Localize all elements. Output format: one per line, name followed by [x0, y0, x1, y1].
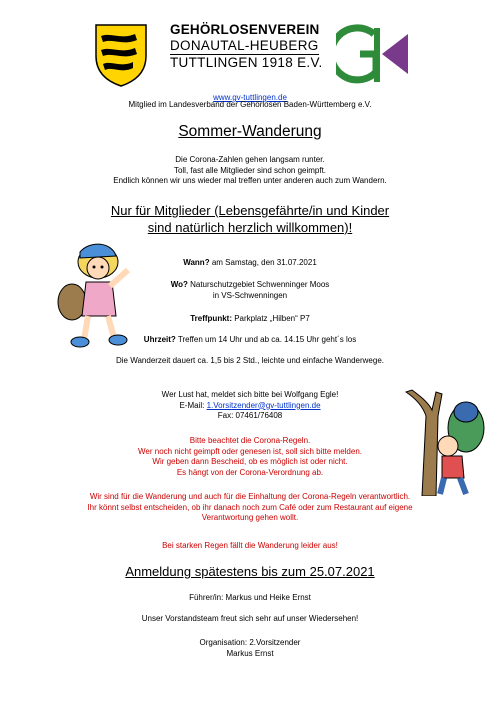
meeting-point-label: Treffpunkt: [190, 314, 232, 323]
registration-deadline: Anmeldung spätestens bis zum 25.07.2021 [125, 564, 375, 579]
where-label: Wo? [170, 280, 188, 289]
time-value: Treffen um 14 Uhr und ab ca. 14.15 Uhr geht´s los [175, 335, 357, 344]
duration-line: Die Wanderzeit dauert ca. 1,5 bis 2 Std., leichte und einfache Wanderwege. [115, 356, 384, 365]
time-label: Uhrzeit? [143, 335, 176, 344]
rain-notice: Bei starken Regen fällt die Wanderung leider aus! [162, 541, 338, 550]
members-only-line: sind natürlich herzlich willkommen)! [147, 220, 353, 235]
when-label: Wann? [183, 258, 210, 267]
where-row [0, 280, 500, 301]
responsibility-line: Wir sind für die Wanderung und auch für die Einhaltung der Corona-Regeln verantwortlich. [89, 492, 411, 501]
where-value: Naturschutzgebiet Schwenninger Moos [187, 280, 330, 289]
time-row [0, 335, 500, 346]
corona-rule-line: Es hängt von der Corona-Verordnung ab. [176, 467, 324, 477]
guides-line: Führer/in: Markus und Heike Ernst [189, 593, 311, 602]
membership-line: Mitglied im Landesverband der Gehörlosen Baden-Württemberg e.V. [128, 100, 372, 109]
website-link[interactable]: www.gv-tuttlingen.de [213, 93, 287, 102]
contact-line: Wer Lust hat, meldet sich bitte bei Wolfgang Egle! [161, 390, 339, 399]
intro-line: Endlich können wir uns wieder mal treffen unter anderen auch zum Wandern. [113, 176, 387, 185]
intro-block [0, 155, 500, 187]
club-name-line1: GEHÖRLOSENVEREIN [170, 22, 320, 37]
where-value2: in VS-Schwenningen [212, 290, 288, 300]
organisation-line: Markus Ernst [226, 648, 274, 658]
page-title: Sommer-Wanderung [178, 123, 322, 140]
responsibility-block [0, 492, 500, 524]
meeting-point-value: Parkplatz „Hilben“ P7 [231, 314, 310, 323]
club-name-block [170, 22, 330, 71]
club-name-line2: DONAUTAL-HEUBERG [170, 38, 319, 53]
meeting-point-row [0, 314, 500, 325]
when-value: am Samstag, den 31.07.2021 [209, 258, 317, 267]
gk-logo [336, 24, 414, 86]
fax-line: Fax: 07461/76408 [217, 411, 283, 420]
club-name-line3: TUTTLINGEN 1918 E.V. [170, 55, 323, 70]
email-row: E-Mail: 1.Vorsitzender@gv-tuttlingen.de [179, 400, 321, 410]
organisation-block [0, 638, 500, 659]
responsibility-line: Verantwortung gehen wollt. [201, 513, 299, 522]
responsibility-line: Ihr könnt selbst entscheiden, ob ihr danach noch zum Café oder zum Restaurant auf eigene [87, 502, 413, 512]
intro-line: Toll, fast alle Mitglieder sind schon geimpft. [173, 165, 327, 175]
members-only-heading [0, 202, 500, 236]
intro-line: Die Corona-Zahlen gehen langsam runter. [175, 155, 325, 164]
when-row [0, 258, 500, 269]
corona-rule-line: Wir geben dann Bescheid, ob es möglich ist oder nicht. [152, 457, 348, 466]
club-crest-logo [93, 22, 149, 88]
corona-rules-block [0, 436, 500, 478]
email-link[interactable]: 1.Vorsitzender@gv-tuttlingen.de [206, 400, 321, 410]
farewell-line: Unser Vorstandsteam freut sich sehr auf unser Wiedersehen! [141, 614, 359, 623]
corona-rule-line: Bitte beachtet die Corona-Regeln. [189, 436, 311, 445]
organisation-line: Organisation: 2.Vorsitzender [199, 638, 301, 647]
corona-rule-line: Wer noch nicht geimpft oder genesen ist, soll sich bitte melden. [138, 446, 362, 456]
members-only-line: Nur für Mitglieder (Lebensgefährte/in und Kinder [110, 203, 390, 218]
